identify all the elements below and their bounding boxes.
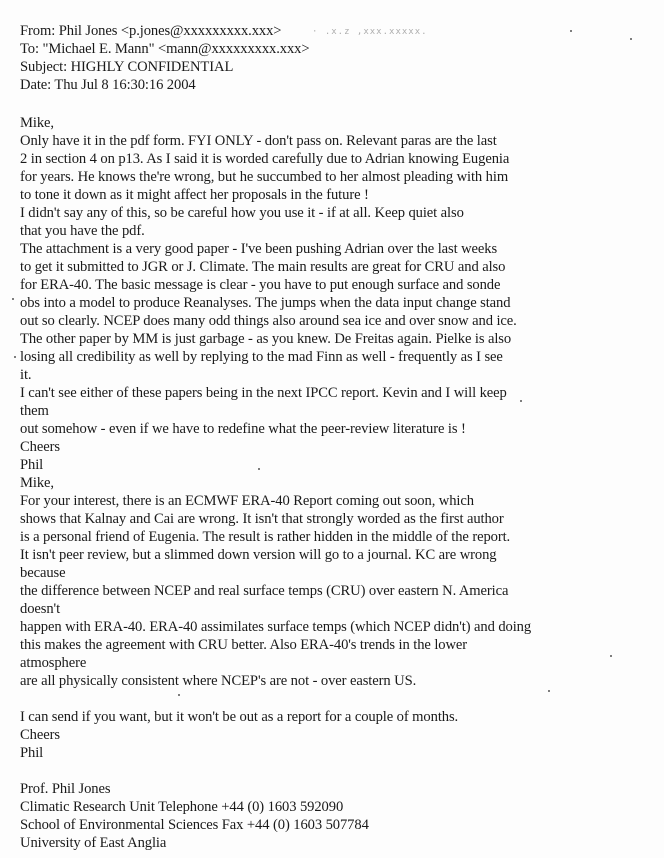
body-line: Cheers bbox=[20, 727, 60, 743]
signature-line: School of Environmental Sciences Fax +44 (0) 1603 507784 bbox=[20, 817, 369, 833]
scan-speck bbox=[570, 30, 572, 32]
body-line: atmosphere bbox=[20, 655, 87, 671]
scan-speck bbox=[178, 694, 180, 696]
body-line: obs into a model to produce Reanalyses. The jumps when the data input change stand bbox=[20, 295, 511, 311]
scan-speck bbox=[14, 356, 16, 358]
signature-line: Climatic Research Unit Telephone +44 (0) 1603 592090 bbox=[20, 799, 344, 815]
body-line: I can send if you want, but it won't be out as a report for a couple of months. bbox=[20, 709, 459, 725]
body-line: Mike, bbox=[20, 115, 54, 131]
body-line: to tone it down as it might affect her proposals in the future ! bbox=[20, 187, 369, 203]
body-line: to get it submitted to JGR or J. Climate. The main results are great for CRU and also bbox=[20, 259, 506, 275]
body-line: is a personal friend of Eugenia. The result is rather hidden in the middle of the report. bbox=[20, 529, 511, 545]
body-line: shows that Kalnay and Cai are wrong. It isn't that strongly worded as the first author bbox=[20, 511, 504, 527]
body-line: out so clearly. NCEP does many odd things also around sea ice and over snow and ice. bbox=[20, 313, 517, 329]
redaction-marks: · .x.z ,xxx.xxxxx. bbox=[312, 27, 428, 37]
body-line: Only have it in the pdf form. FYI ONLY - don't pass on. Relevant paras are the last bbox=[20, 133, 497, 149]
body-line: The attachment is a very good paper - I've been pushing Adrian over the last weeks bbox=[20, 241, 498, 257]
body-line: Cheers bbox=[20, 439, 60, 455]
body-line: for ERA-40. The basic message is clear - you have to put enough surface and sonde bbox=[20, 277, 501, 293]
body-line: Phil bbox=[20, 457, 44, 473]
body-line: 2 in section 4 on p13. As I said it is worded carefully due to Adrian knowing Eugenia bbox=[20, 151, 510, 167]
body-line: because bbox=[20, 565, 66, 581]
body-line: out somehow - even if we have to redefine what the peer-review literature is ! bbox=[20, 421, 466, 437]
body-line: I didn't say any of this, so be careful how you use it - if at all. Keep quiet also bbox=[20, 205, 464, 221]
body-line: are all physically consistent where NCEP's are not - over eastern US. bbox=[20, 673, 417, 689]
body-line: doesn't bbox=[20, 601, 61, 617]
body-line: It isn't peer review, but a slimmed down version will go to a journal. KC are wrong bbox=[20, 547, 497, 563]
scan-speck bbox=[630, 38, 632, 40]
body-line: for years. He knows the're wrong, but he succumbed to her almost pleading with him bbox=[20, 169, 509, 185]
body-line: losing all credibility as well by replying to the mad Finn as well - frequently as I see bbox=[20, 349, 503, 365]
body-line: it. bbox=[20, 367, 32, 383]
body-line: them bbox=[20, 403, 49, 419]
signature-name: Prof. Phil Jones bbox=[20, 781, 111, 797]
body-line: The other paper by MM is just garbage - as you knew. De Freitas again. Pielke is also bbox=[20, 331, 512, 347]
body-line: the difference between NCEP and real surface temps (CRU) over eastern N. America bbox=[20, 583, 509, 599]
scan-speck bbox=[520, 400, 522, 402]
body-line: happen with ERA-40. ERA-40 assimilates surface temps (which NCEP didn't) and doing bbox=[20, 619, 532, 635]
body-line: this makes the agreement with CRU better. Also ERA-40's trends in the lower bbox=[20, 637, 468, 653]
scan-speck bbox=[548, 690, 550, 692]
scan-speck bbox=[610, 655, 612, 657]
email-subject-line: Subject: HIGHLY CONFIDENTIAL bbox=[20, 59, 234, 75]
body-line: Mike, bbox=[20, 475, 54, 491]
email-to-line: To: "Michael E. Mann" <mann@xxxxxxxxx.xxx> bbox=[20, 41, 310, 57]
email-date-line: Date: Thu Jul 8 16:30:16 2004 bbox=[20, 77, 196, 93]
email-from-line: From: Phil Jones <p.jones@xxxxxxxxx.xxx> bbox=[20, 23, 282, 39]
body-line: I can't see either of these papers being in the next IPCC report. Kevin and I will keep bbox=[20, 385, 507, 401]
body-line: For your interest, there is an ECMWF ERA-40 Report coming out soon, which bbox=[20, 493, 474, 509]
body-line: Phil bbox=[20, 745, 44, 761]
scan-speck bbox=[12, 298, 14, 300]
scan-speck bbox=[258, 468, 260, 470]
signature-line: University of East Anglia bbox=[20, 835, 167, 851]
body-line: that you have the pdf. bbox=[20, 223, 145, 239]
